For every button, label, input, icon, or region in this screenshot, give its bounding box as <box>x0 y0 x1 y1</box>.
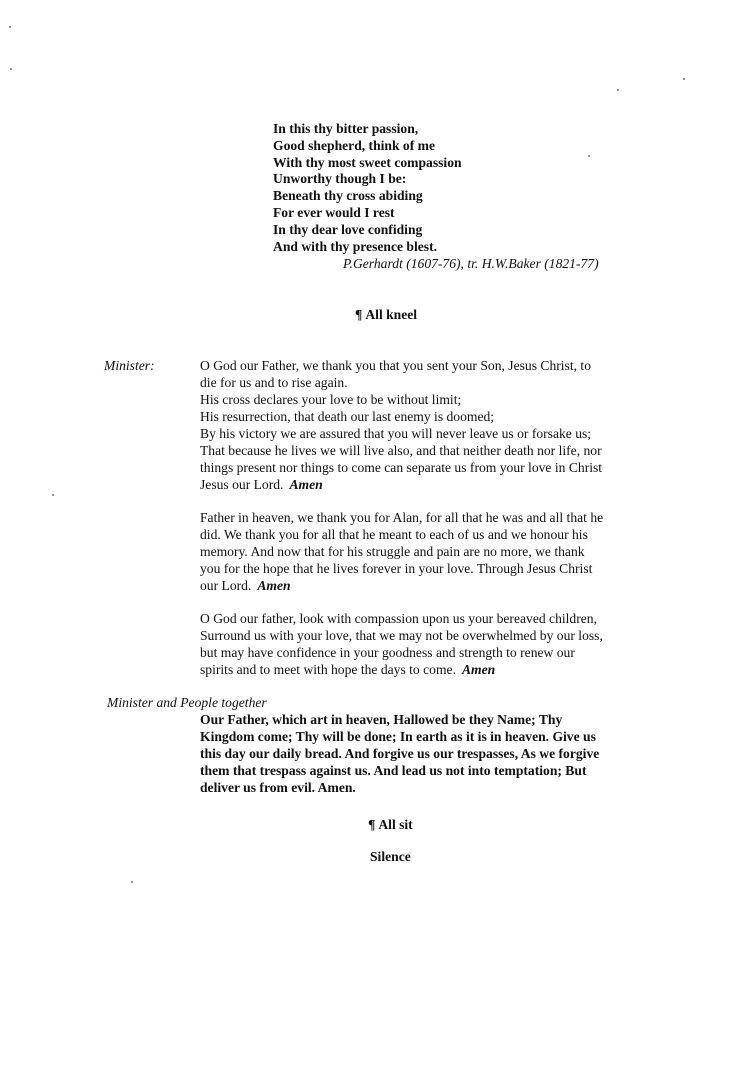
prayer-line: O God our Father, we thank you that you sent your Son, Jesus Christ, to <box>200 358 591 373</box>
hymn-line: With thy most sweet compassion <box>273 154 462 170</box>
hymn-line: In thy dear love confiding <box>273 221 423 237</box>
prayer-line: Kingdom come; Thy will be done; In earth as it is in heaven. Give us <box>200 729 596 744</box>
rubric-all-kneel <box>355 306 417 323</box>
prayer-line: Our Father, which art in heaven, Hallowed be they Name; Thy <box>200 712 563 727</box>
hymn-line: And with thy presence blest. <box>273 238 438 254</box>
scan-speck <box>683 78 685 80</box>
rubric-text: All kneel <box>365 307 418 322</box>
prayer-line-last <box>200 577 680 594</box>
scan-speck <box>9 26 11 28</box>
hymn-attribution: P.Gerhardt (1607-76), tr. H.W.Baker (1821-77) <box>343 256 599 272</box>
prayer-line: die for us and to rise again. <box>200 375 348 390</box>
prayer-line-text: Jesus our Lord. <box>200 477 284 492</box>
prayer-line: O God our father, look with compassion upon us your bereaved children, <box>200 611 597 626</box>
prayer-line: you for the hope that he lives forever in your love. Through Jesus Christ <box>200 561 593 576</box>
prayer-line: His resurrection, that death our last enemy is doomed; <box>200 409 495 424</box>
lords-prayer <box>200 711 680 796</box>
scan-speck <box>52 494 54 496</box>
prayer-paragraph <box>200 610 680 678</box>
silence-heading: Silence <box>370 849 411 864</box>
scan-speck <box>131 881 133 883</box>
prayer-line: memory. And now that for his struggle and pain are no more, we thank <box>200 544 585 559</box>
hymn-line: Unworthy though I be: <box>273 171 407 187</box>
prayer-line: Father in heaven, we thank you for Alan, for all that he was and all that he <box>200 510 604 525</box>
prayer-line-last <box>200 476 680 493</box>
speaker-label-together: Minister and People together <box>107 695 267 710</box>
amen-response: Amen <box>461 662 496 677</box>
amen-response: Amen <box>257 578 291 593</box>
prayer-line-text: spirits and to meet with hope the days to come. <box>200 662 456 677</box>
prayer-line: Surround us with your love, that we may not be overwhelmed by our loss, <box>200 628 603 643</box>
prayer-line: By his victory we are assured that you will never leave us or forsake us; <box>200 426 592 441</box>
speaker-label-minister: Minister: <box>104 358 155 373</box>
pilcrow-icon: ¶ <box>368 817 376 832</box>
prayer-line: did. We thank you for all that he meant to each of us and we honour his <box>200 527 588 542</box>
prayer-line: That because he lives we will live also, and that neither death nor life, nor <box>200 443 602 458</box>
hymn-line: For ever would I rest <box>273 204 395 220</box>
scan-speck <box>10 68 12 70</box>
rubric-text: All sit <box>378 817 413 832</box>
prayer-paragraph <box>200 509 680 594</box>
prayer-line-text: our Lord. <box>200 578 252 593</box>
prayer-paragraph <box>200 357 680 493</box>
prayer-line-last <box>200 661 680 678</box>
prayer-line: but may have confidence in your goodness and strength to renew our <box>200 645 575 660</box>
prayer-line: His cross declares your love to be without limit; <box>200 392 462 407</box>
prayer-line: things present nor things to come can separate us from your love in Christ <box>200 460 603 475</box>
pilcrow-icon: ¶ <box>355 307 363 322</box>
hymn-verse <box>273 121 713 272</box>
scan-speck <box>617 89 619 91</box>
hymn-line: Beneath thy cross abiding <box>273 188 423 204</box>
rubric-all-sit <box>368 816 413 833</box>
hymn-line: In this thy bitter passion, <box>273 121 419 136</box>
prayer-line: deliver us from evil. Amen. <box>200 780 356 795</box>
prayer-line: this day our daily bread. And forgive us our trespasses, As we forgive <box>200 746 600 761</box>
prayer-line: them that trespass against us. And lead us not into temptation; But <box>200 763 587 778</box>
hymn-line: Good shepherd, think of me <box>273 137 436 153</box>
amen-response: Amen <box>289 477 323 492</box>
